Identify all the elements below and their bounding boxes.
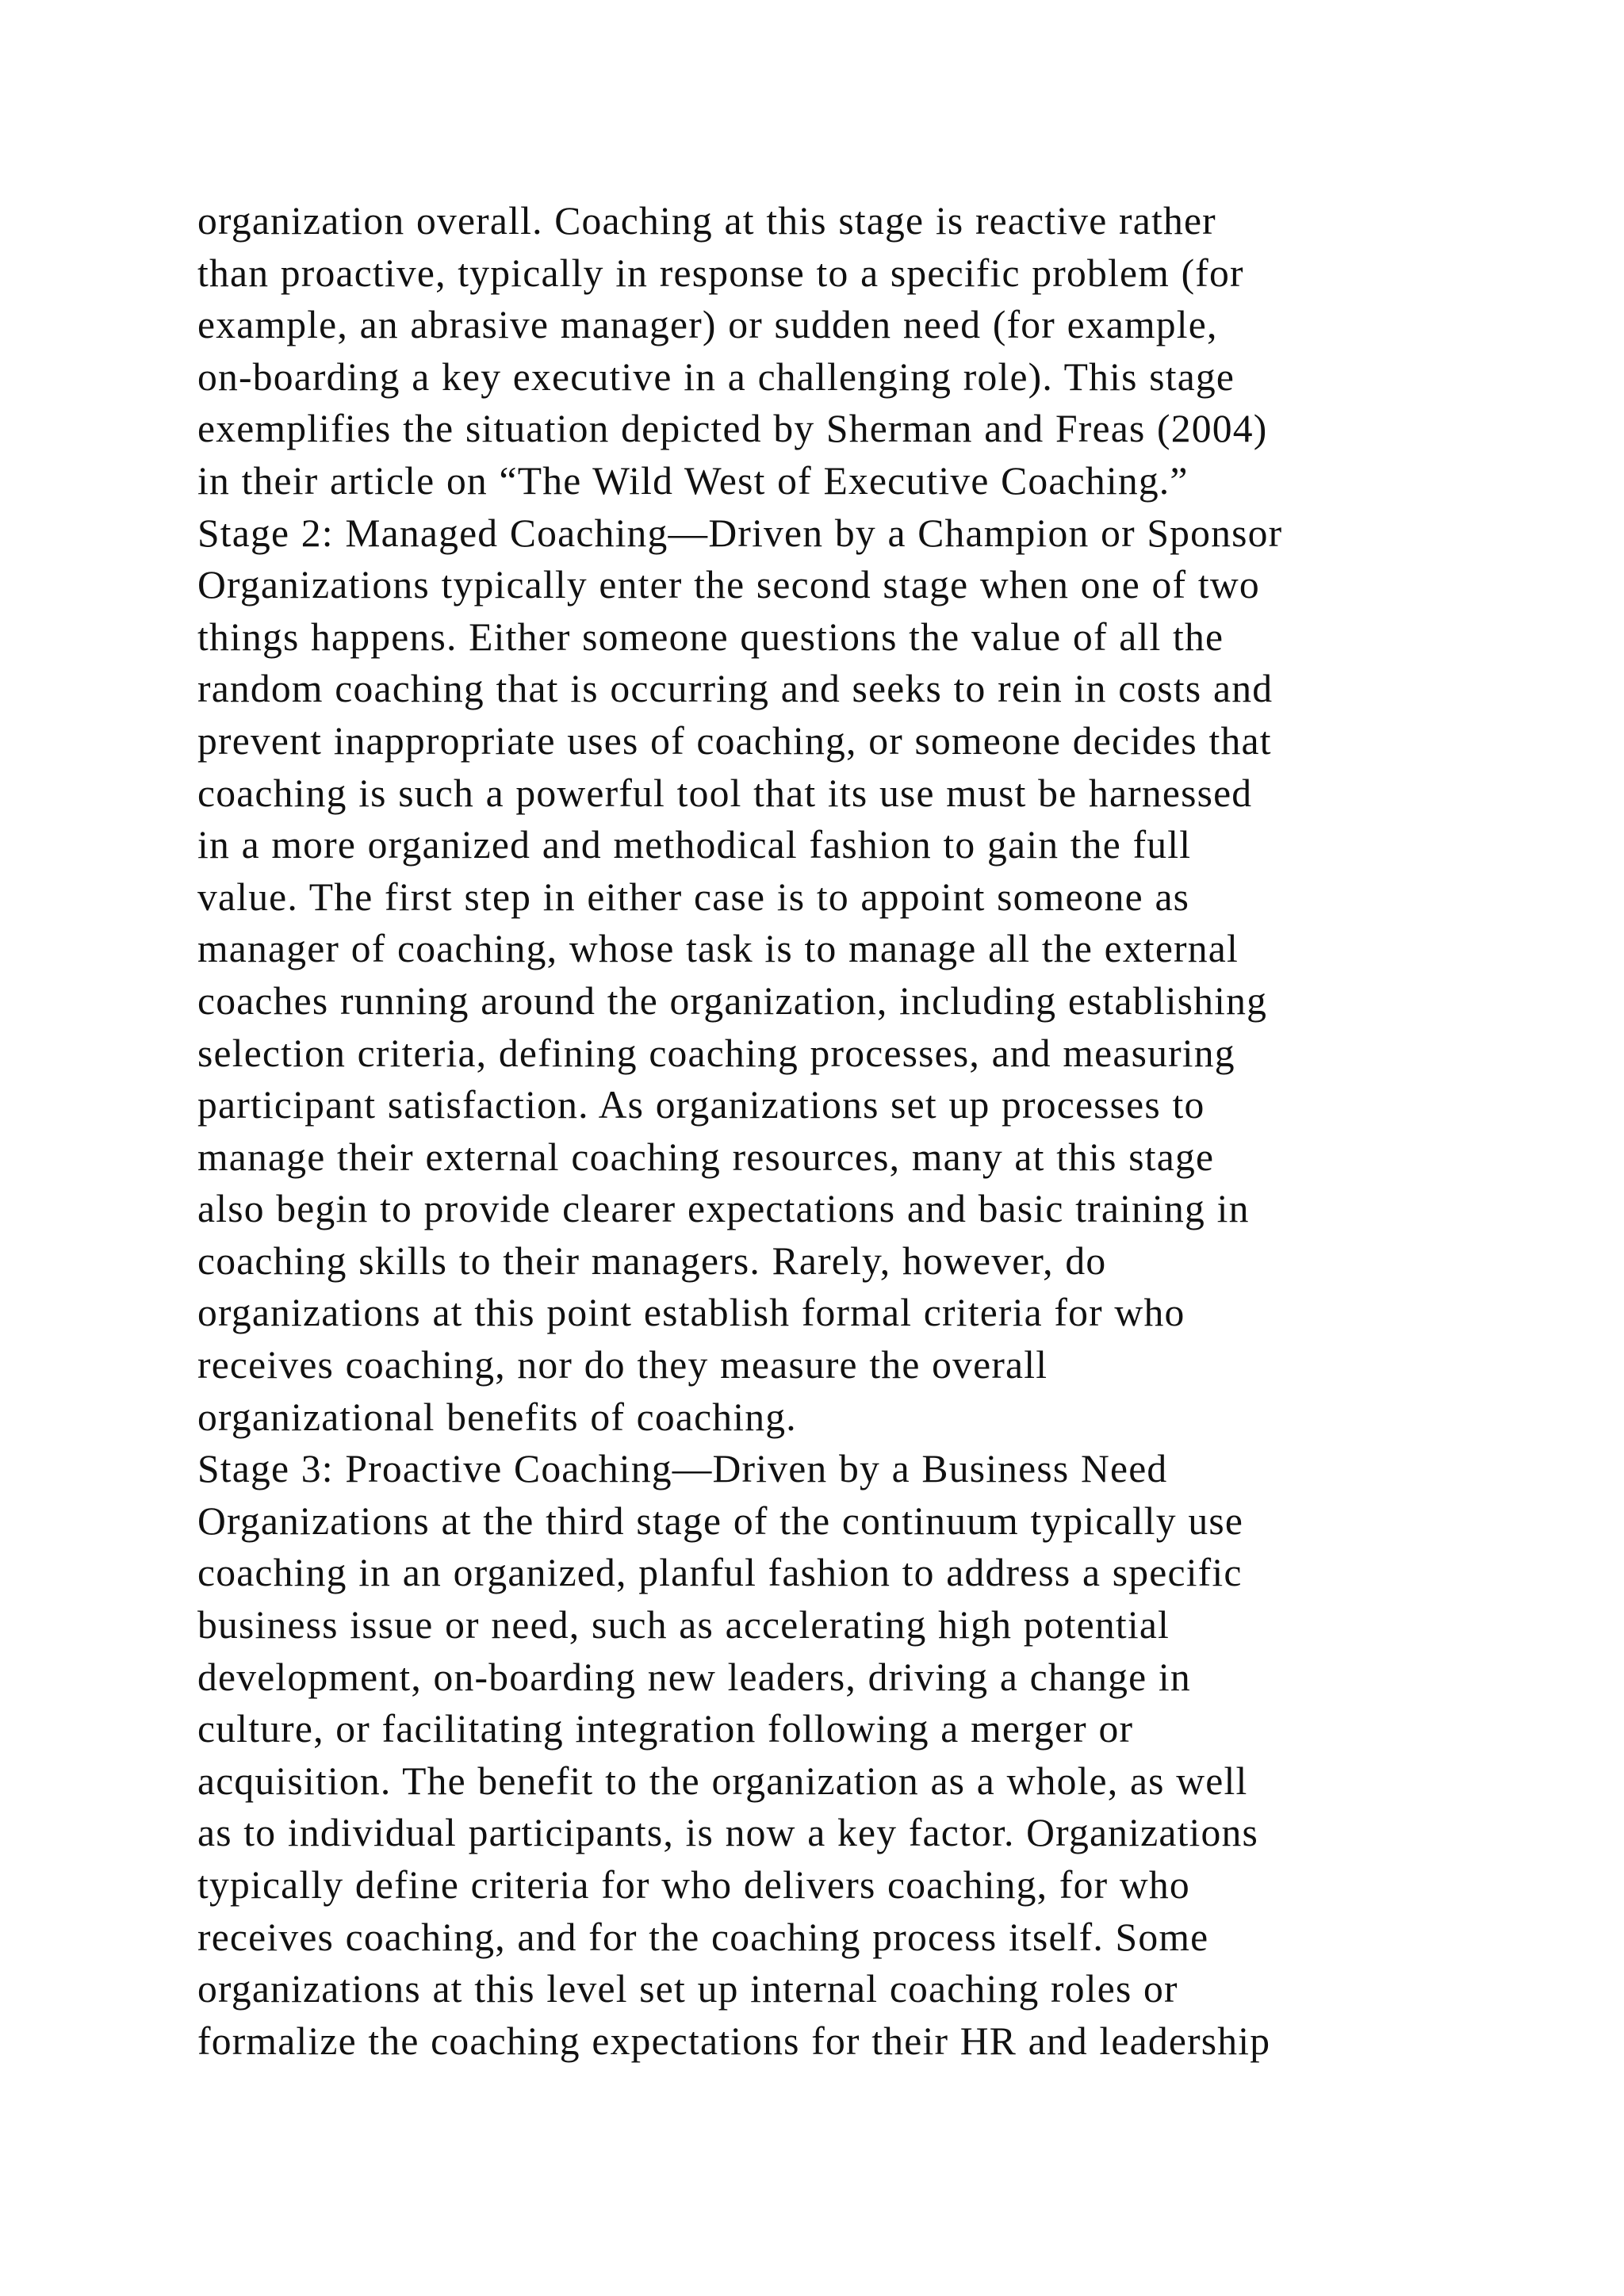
text-line: on-boarding a key executive in a challenging role). This stage bbox=[197, 354, 1235, 399]
text-line: receives coaching, nor do they measure the overall bbox=[197, 1343, 1048, 1387]
text-line: example, an abrasive manager) or sudden need (for example, bbox=[197, 303, 1218, 347]
text-line: coaching is such a powerful tool that its use must be harnessed bbox=[197, 771, 1253, 815]
text-line: coaches running around the organization, including establishing bbox=[197, 978, 1268, 1023]
text-line: coaching in an organized, planful fashion to address a specific bbox=[197, 1551, 1243, 1595]
text-line: things happens. Either someone questions the value of all the bbox=[197, 614, 1224, 659]
text-line: in their article on “The Wild West of Executive Coaching.” bbox=[197, 458, 1189, 503]
text-line: also begin to provide clearer expectations and basic training in bbox=[197, 1187, 1250, 1231]
text-line: prevent inappropriate uses of coaching, or someone decides that bbox=[197, 718, 1272, 763]
text-line: selection criteria, defining coaching processes, and measuring bbox=[197, 1031, 1235, 1075]
text-line: random coaching that is occurring and seeks to rein in costs and bbox=[197, 667, 1274, 711]
text-line: organizations at this point establish formal criteria for who bbox=[197, 1291, 1185, 1335]
text-line: manage their external coaching resources, many at this stage bbox=[197, 1135, 1215, 1179]
text-line: culture, or facilitating integration following a merger or bbox=[197, 1707, 1134, 1751]
section-heading-stage-2: Stage 2: Managed Coaching—Driven by a Champion or Sponsor bbox=[197, 511, 1283, 555]
text-line: organizational benefits of coaching. bbox=[197, 1395, 797, 1439]
text-line: receives coaching, and for the coaching process itself. Some bbox=[197, 1915, 1209, 1959]
body-text bbox=[197, 195, 1609, 2067]
text-line: coaching skills to their managers. Rarely, however, do bbox=[197, 1238, 1107, 1283]
text-line: acquisition. The benefit to the organization as a whole, as well bbox=[197, 1758, 1248, 1803]
text-line: organizations at this level set up internal coaching roles or bbox=[197, 1967, 1178, 2011]
text-line: manager of coaching, whose task is to manage all the external bbox=[197, 927, 1239, 971]
text-line: development, on-boarding new leaders, driving a change in bbox=[197, 1655, 1191, 1699]
text-line: as to individual participants, is now a key factor. Organizations bbox=[197, 1811, 1259, 1855]
text-line: than proactive, typically in response to a specific problem (for bbox=[197, 251, 1244, 295]
text-line: Organizations at the third stage of the continuum typically use bbox=[197, 1498, 1244, 1543]
text-line: value. The first step in either case is to appoint someone as bbox=[197, 874, 1190, 919]
text-line: Organizations typically enter the second stage when one of two bbox=[197, 563, 1260, 607]
text-line: participant satisfaction. As organizations set up processes to bbox=[197, 1083, 1205, 1127]
text-line: typically define criteria for who delivers coaching, for who bbox=[197, 1863, 1190, 1907]
text-line: organization overall. Coaching at this stage is reactive rather bbox=[197, 199, 1216, 243]
text-line: in a more organized and methodical fashion to gain the full bbox=[197, 823, 1192, 867]
text-line: business issue or need, such as accelerating high potential bbox=[197, 1603, 1170, 1647]
text-line: formalize the coaching expectations for their HR and leadership bbox=[197, 2019, 1271, 2063]
section-heading-stage-3: Stage 3: Proactive Coaching—Driven by a Business Need bbox=[197, 1447, 1168, 1491]
text-line: exemplifies the situation depicted by Sherman and Freas (2004) bbox=[197, 407, 1268, 451]
